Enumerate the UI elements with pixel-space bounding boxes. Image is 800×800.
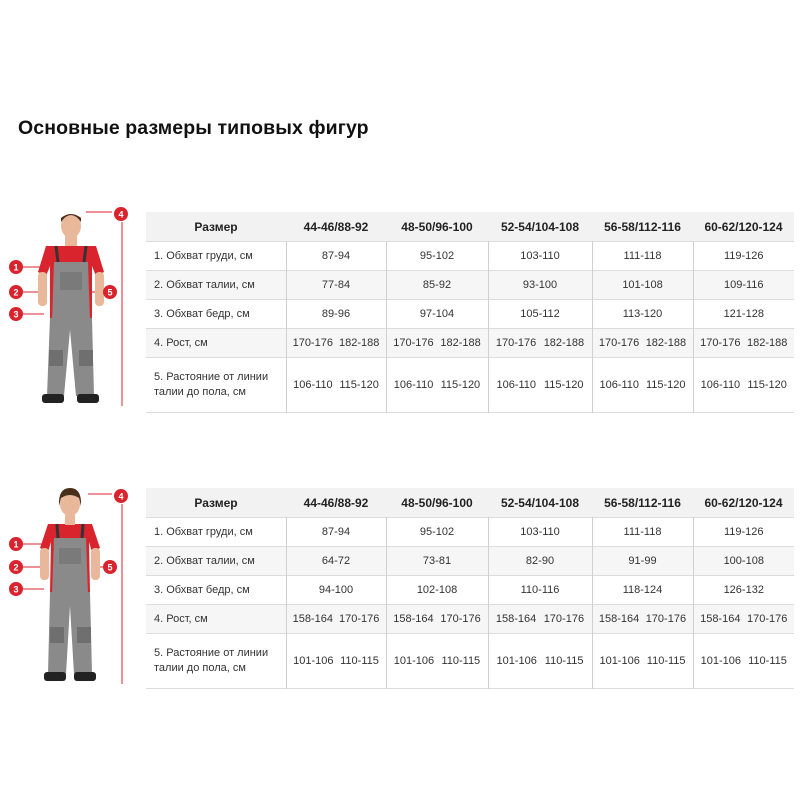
range-value: 158-164 bbox=[292, 613, 333, 625]
table-row-waist bbox=[146, 547, 794, 576]
table-row-height bbox=[146, 329, 794, 358]
range-value: 182-188 bbox=[543, 337, 585, 349]
size-column-header: 52-54/104-108 bbox=[488, 212, 592, 242]
range-value: 101-106 bbox=[496, 655, 537, 667]
size-column-header: 60-62/120-124 bbox=[693, 488, 794, 518]
range-value: 106-110 bbox=[496, 379, 537, 391]
table-row-hips bbox=[146, 576, 794, 605]
table-cell bbox=[693, 605, 794, 634]
table-row-height bbox=[146, 605, 794, 634]
table-cell: 64-72 bbox=[286, 547, 386, 576]
range-value: 170-176 bbox=[440, 613, 481, 625]
size-column-header: 60-62/120-124 bbox=[693, 212, 794, 242]
range-value: 106-110 bbox=[599, 379, 640, 391]
table-cell: 73-81 bbox=[386, 547, 488, 576]
range-value: 158-164 bbox=[495, 613, 537, 625]
row-label bbox=[146, 358, 286, 413]
table-cell: 119-126 bbox=[693, 518, 794, 547]
male-figure-illustration bbox=[0, 200, 140, 500]
range-value: 106-110 bbox=[293, 379, 333, 391]
marker-1: 1 bbox=[13, 262, 19, 273]
range-value: 170-176 bbox=[292, 337, 333, 349]
table-cell: 111-118 bbox=[592, 518, 693, 547]
row-label: 3. Обхват бедр, см bbox=[146, 300, 286, 329]
marker-2: 2 bbox=[13, 287, 19, 298]
table-header-row bbox=[146, 212, 794, 242]
range-value: 115-120 bbox=[543, 379, 584, 391]
range-value: 115-120 bbox=[747, 379, 787, 391]
range-value: 182-188 bbox=[339, 337, 380, 349]
range-value: 110-115 bbox=[441, 655, 481, 667]
range-value: 170-176 bbox=[495, 337, 537, 349]
size-table-male bbox=[146, 212, 794, 413]
size-table-female bbox=[146, 488, 794, 689]
range-value: 106-110 bbox=[393, 379, 434, 391]
range-value: 182-188 bbox=[747, 337, 788, 349]
marker-3: 3 bbox=[13, 584, 19, 595]
size-column-header: 48-50/96-100 bbox=[386, 212, 488, 242]
table-cell bbox=[286, 358, 386, 413]
table-cell: 118-124 bbox=[592, 576, 693, 605]
table-cell bbox=[488, 329, 592, 358]
table-cell: 103-110 bbox=[488, 518, 592, 547]
table-cell: 91-99 bbox=[592, 547, 693, 576]
range-value: 182-188 bbox=[440, 337, 481, 349]
page-title: Основные размеры типовых фигур bbox=[18, 117, 369, 139]
table-cell bbox=[592, 358, 693, 413]
row-label: 2. Обхват талии, см bbox=[146, 547, 286, 576]
table-cell bbox=[386, 329, 488, 358]
row-label bbox=[146, 634, 286, 689]
table-cell bbox=[386, 605, 488, 634]
header-size-label: Размер bbox=[146, 212, 286, 242]
table-cell: 95-102 bbox=[386, 518, 488, 547]
table-cell: 94-100 bbox=[286, 576, 386, 605]
range-value: 101-106 bbox=[393, 655, 435, 667]
table-header-row bbox=[146, 488, 794, 518]
range-value: 115-120 bbox=[645, 379, 686, 391]
table-cell bbox=[693, 634, 794, 689]
table-cell bbox=[386, 358, 488, 413]
row-label: 4. Рост, см bbox=[146, 605, 286, 634]
table-cell: 102-108 bbox=[386, 576, 488, 605]
size-column-header: 56-58/112-116 bbox=[592, 488, 693, 518]
range-value: 170-176 bbox=[645, 613, 687, 625]
table-cell: 101-108 bbox=[592, 271, 693, 300]
table-cell: 109-116 bbox=[693, 271, 794, 300]
table-cell bbox=[693, 329, 794, 358]
table-cell: 119-126 bbox=[693, 242, 794, 271]
table-cell: 111-118 bbox=[592, 242, 693, 271]
table-cell: 85-92 bbox=[386, 271, 488, 300]
table-cell: 126-132 bbox=[693, 576, 794, 605]
table-cell: 95-102 bbox=[386, 242, 488, 271]
range-value: 158-164 bbox=[700, 613, 741, 625]
range-value: 110-115 bbox=[544, 655, 584, 667]
row-label-text: 5. Растояние от линии талии до пола, см bbox=[154, 371, 269, 398]
size-column-header: 44-46/88-92 bbox=[286, 212, 386, 242]
marker-1: 1 bbox=[13, 539, 19, 550]
size-column-header: 52-54/104-108 bbox=[488, 488, 592, 518]
size-column-header: 56-58/112-116 bbox=[592, 212, 693, 242]
table-cell: 105-112 bbox=[488, 300, 592, 329]
table-cell bbox=[286, 605, 386, 634]
range-value: 170-176 bbox=[339, 613, 380, 625]
table-row-waist bbox=[146, 271, 794, 300]
table-cell: 89-96 bbox=[286, 300, 386, 329]
marker-2: 2 bbox=[13, 562, 19, 573]
table-cell bbox=[286, 329, 386, 358]
table-row-hips bbox=[146, 300, 794, 329]
range-value: 110-115 bbox=[646, 655, 686, 667]
table-row-waist-to-floor bbox=[146, 634, 794, 689]
table-cell: 93-100 bbox=[488, 271, 592, 300]
table-row-chest bbox=[146, 518, 794, 547]
table-cell: 110-116 bbox=[488, 576, 592, 605]
table-cell: 113-120 bbox=[592, 300, 693, 329]
table-cell: 87-94 bbox=[286, 518, 386, 547]
range-value: 158-164 bbox=[393, 613, 434, 625]
table-cell bbox=[693, 358, 794, 413]
table-cell bbox=[488, 634, 592, 689]
table-cell: 103-110 bbox=[488, 242, 592, 271]
range-value: 170-176 bbox=[543, 613, 585, 625]
table-cell bbox=[286, 634, 386, 689]
range-value: 110-115 bbox=[748, 655, 787, 667]
table-cell: 100-108 bbox=[693, 547, 794, 576]
table-cell bbox=[488, 605, 592, 634]
row-label: 1. Обхват груди, см bbox=[146, 518, 286, 547]
marker-5: 5 bbox=[107, 562, 113, 573]
range-value: 170-176 bbox=[393, 337, 434, 349]
size-column-header: 44-46/88-92 bbox=[286, 488, 386, 518]
table-row-chest bbox=[146, 242, 794, 271]
row-label: 2. Обхват талии, см bbox=[146, 271, 286, 300]
table-cell: 97-104 bbox=[386, 300, 488, 329]
table-cell: 87-94 bbox=[286, 242, 386, 271]
size-column-header: 48-50/96-100 bbox=[386, 488, 488, 518]
table-cell: 77-84 bbox=[286, 271, 386, 300]
row-label: 1. Обхват груди, см bbox=[146, 242, 286, 271]
marker-4: 4 bbox=[118, 491, 124, 502]
table-cell: 121-128 bbox=[693, 300, 794, 329]
marker-4: 4 bbox=[118, 209, 124, 220]
range-value: 170-176 bbox=[598, 337, 640, 349]
table-cell bbox=[592, 605, 693, 634]
range-value: 115-120 bbox=[339, 379, 379, 391]
marker-5: 5 bbox=[107, 287, 113, 298]
header-size-label: Размер bbox=[146, 488, 286, 518]
marker-3: 3 bbox=[13, 309, 19, 320]
table-cell bbox=[592, 329, 693, 358]
row-label: 4. Рост, см bbox=[146, 329, 286, 358]
table-row-waist-to-floor bbox=[146, 358, 794, 413]
range-value: 110-115 bbox=[340, 655, 379, 667]
range-value: 115-120 bbox=[440, 379, 481, 391]
row-label-text: 5. Растояние от линии талии до пола, см bbox=[154, 647, 269, 674]
range-value: 101-106 bbox=[599, 655, 640, 667]
table-cell bbox=[386, 634, 488, 689]
table-cell: 82-90 bbox=[488, 547, 592, 576]
range-value: 170-176 bbox=[700, 337, 741, 349]
range-value: 170-176 bbox=[747, 613, 788, 625]
table-cell bbox=[488, 358, 592, 413]
table-cell bbox=[592, 634, 693, 689]
range-value: 101-106 bbox=[293, 655, 334, 667]
range-value: 182-188 bbox=[645, 337, 687, 349]
row-label: 3. Обхват бедр, см bbox=[146, 576, 286, 605]
range-value: 106-110 bbox=[700, 379, 741, 391]
female-figure-illustration bbox=[0, 482, 140, 782]
range-value: 101-106 bbox=[700, 655, 741, 667]
range-value: 158-164 bbox=[598, 613, 640, 625]
